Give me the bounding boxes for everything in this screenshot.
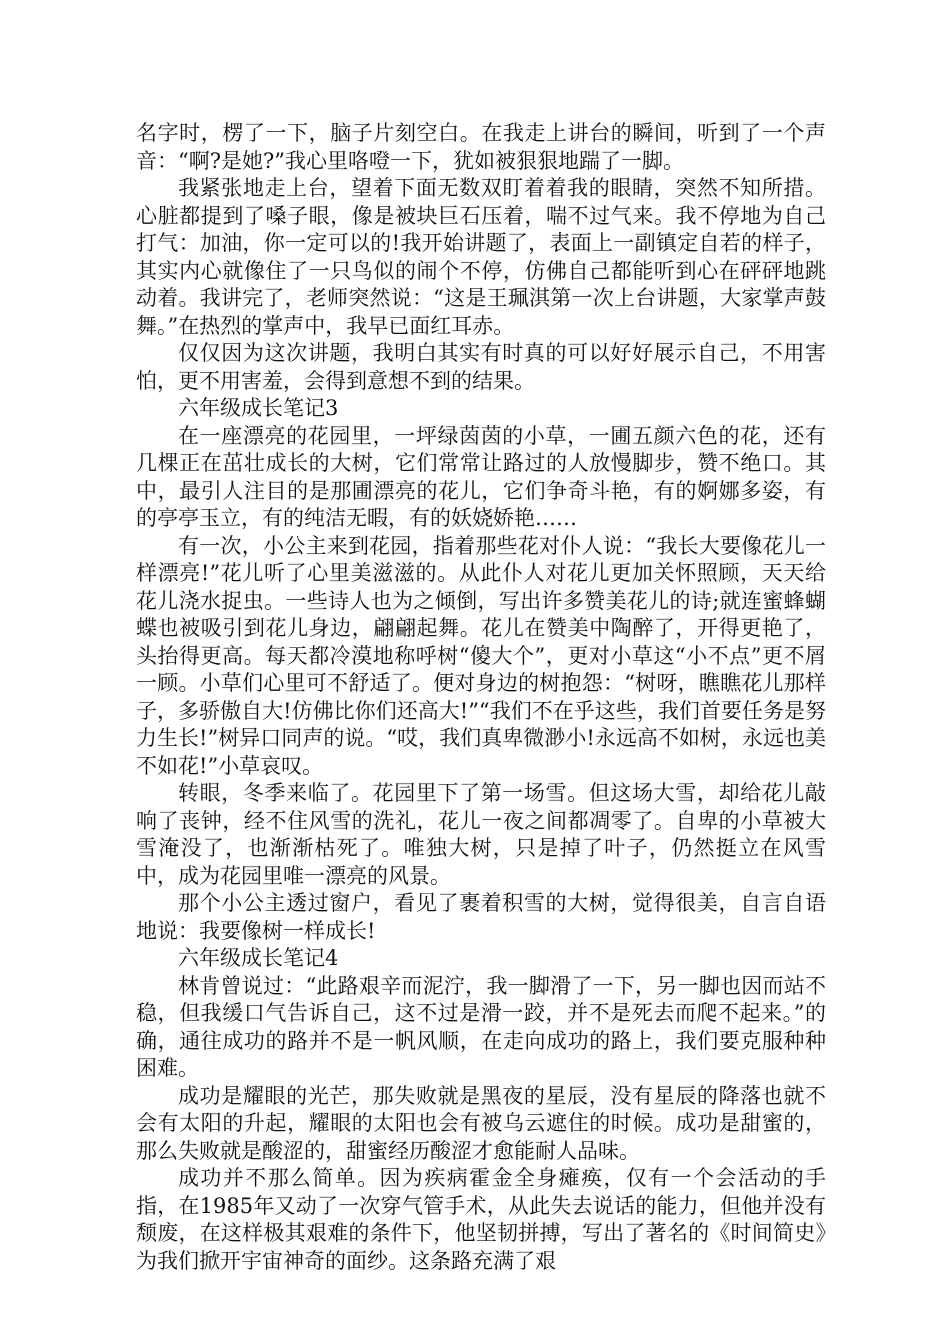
article-body [136,120,826,1275]
paragraph: 有一次，小公主来到花园，指着那些花对仆人说：“我长大要像花儿一样漂亮!”花儿听了心里美滋滋的。从此仆人对花儿更加关怀照顾，天天给花儿浇水捉虫。一些诗人也为之倾倒，写出许多赞美花儿的诗;就连蜜蜂蝴蝶也被吸引到花儿身边，翩翩起舞。花儿在赞美中陶醉了，开得更艳了，头抬得更高。每天都冷漠地称呼树“傻大个”，更对小草这“小不点”更不屑一顾。小草们心里可不舒适了。便对身边的树抱怨：“树呀，瞧瞧花儿那样子，多骄傲自大!仿佛比你们还高大!”“我们不在乎这些，我们首要任务是努力生长!”树异口同声的说。“哎，我们真卑微渺小!永远高不如树，永远也美不如花!”小草哀叹。 [136,533,826,778]
section-heading: 六年级成长笔记4 [178,946,339,970]
section-heading: 六年级成长笔记3 [178,396,339,420]
paragraph: 仅仅因为这次讲题，我明白其实有时真的可以好好展示自己，不用害怕，更不用害羞，会得到意想不到的结果。 [136,341,826,393]
paragraph: 那个小公主透过窗户，看见了裹着积雪的大树，觉得很美，自言自语地说：我要像树一样成长! [136,891,826,943]
paragraph: 转眼，冬季来临了。花园里下了第一场雪。但这场大雪，却给花儿敲响了丧钟，经不住风雪的洗礼，花儿一夜之间都凋零了。自卑的小草被大雪淹没了，也渐渐枯死了。唯独大树，只是掉了叶子，仍然挺立在风雪中，成为花园里唯一漂亮的风景。 [136,781,826,888]
paragraph: 林肯曾说过：“此路艰辛而泥泞，我一脚滑了一下，另一脚也因而站不稳，但我缓口气告诉自己，这不过是滑一跤，并不是死去而爬不起来。”的确，通往成功的路并不是一帆风顺，在走向成功的路上，我们要克服种种困难。 [136,973,826,1080]
paragraph: 成功并不那么简单。因为疾病霍金全身瘫痪，仅有一个会活动的手指，在1985年又动了一次穿气管手术，从此失去说话的能力，但他并没有颓废，在这样极其艰难的条件下，他坚韧拼搏，写出了著名的《时间简史》为我们掀开宇宙神奇的面纱。这条路充满了艰 [136,1166,826,1273]
paragraph: 在一座漂亮的花园里，一坪绿茵茵的小草，一圃五颜六色的花，还有几棵正在茁壮成长的大树，它们常常让路过的人放慢脚步，赞不绝口。其中，最引人注目的是那圃漂亮的花儿，它们争奇斗艳，有的婀娜多姿，有的亭亭玉立，有的纯洁无暇，有的妖娆娇艳…… [136,423,826,530]
paragraph: 成功是耀眼的光芒，那失败就是黑夜的星辰，没有星辰的降落也就不会有太阳的升起，耀眼的太阳也会有被乌云遮住的时候。成功是甜蜜的，那么失败就是酸涩的，甜蜜经历酸涩才愈能耐人品味。 [136,1083,826,1163]
paragraph-continuation: 名字时，楞了一下，脑子片刻空白。在我走上讲台的瞬间，听到了一个声音：“啊?是她?”我心里咯噔一下，犹如被狠狠地踹了一脚。 [136,121,826,173]
paragraph: 我紧张地走上台，望着下面无数双盯着着我的眼睛，突然不知所措。心脏都提到了嗓子眼，像是被块巨石压着，喘不过气来。我不停地为自己打气：加油，你一定可以的!我开始讲题了，表面上一副镇定自若的样子，其实内心就像住了一只鸟似的闹个不停，仿佛自己都能听到心在砰砰地跳动着。我讲完了，老师突然说：“这是王珮淇第一次上台讲题，大家掌声鼓舞。”在热烈的掌声中，我早已面红耳赤。 [136,176,826,338]
